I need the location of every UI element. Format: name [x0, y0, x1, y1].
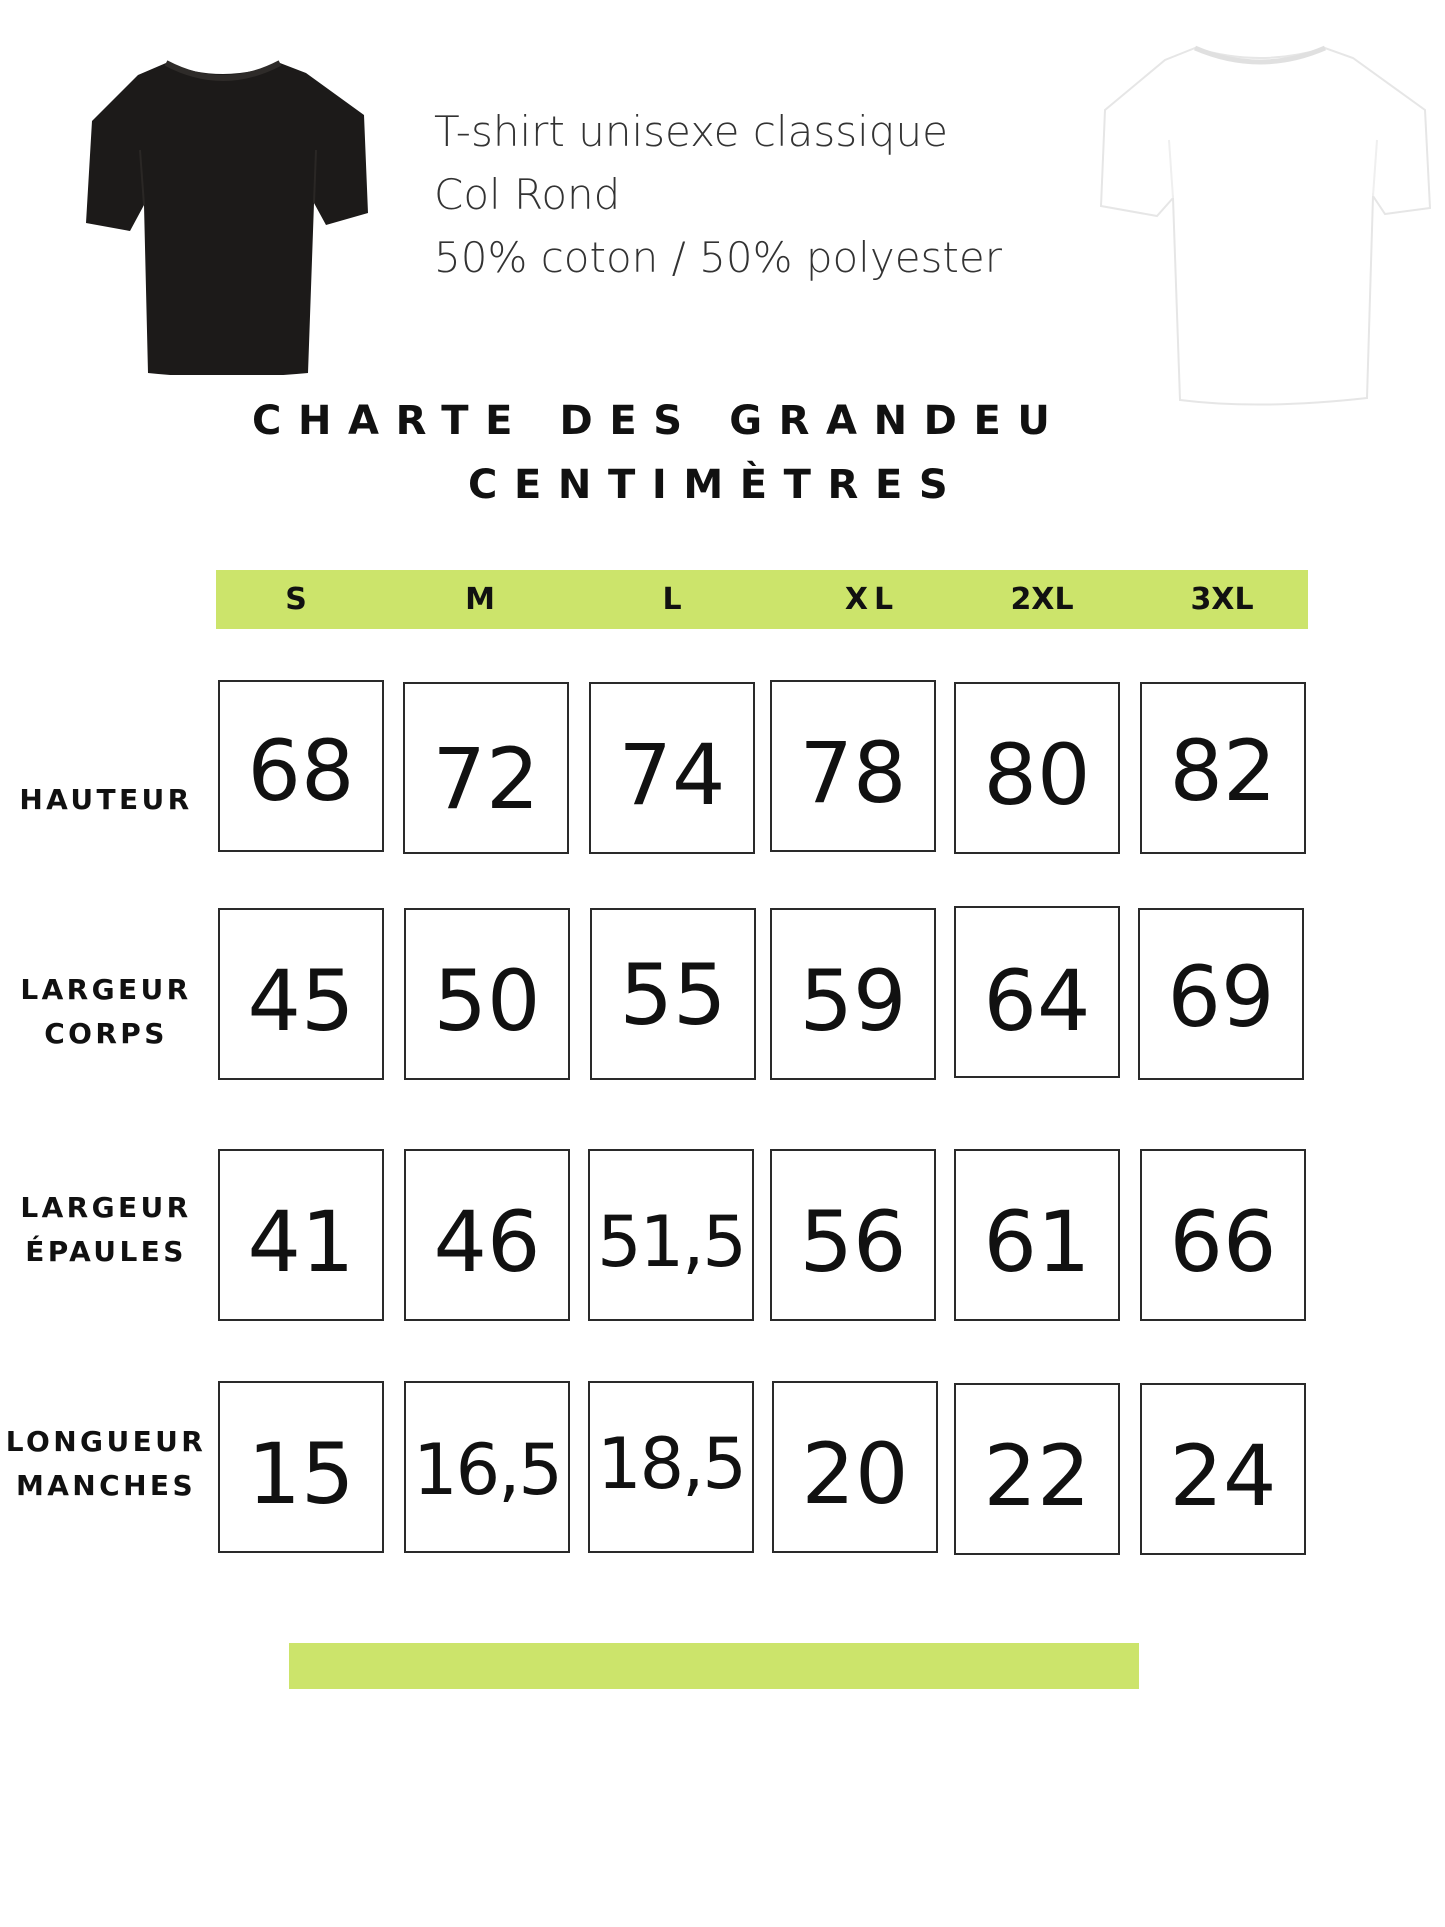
product-name: T-shirt unisexe classique	[434, 107, 948, 156]
value-cell	[588, 1381, 754, 1553]
value-text: 46	[433, 1193, 541, 1291]
value-cell	[770, 680, 936, 852]
product-collar: Col Rond	[434, 170, 621, 219]
bottom-accent-band	[289, 1643, 1139, 1689]
value-text: 22	[983, 1427, 1091, 1525]
product-material: 50% coton / 50% polyester	[434, 233, 1003, 282]
white-tshirt-icon	[1085, 40, 1435, 415]
value-text: 20	[801, 1425, 909, 1523]
value-cell	[770, 1149, 936, 1321]
size-header-xl: XL	[844, 582, 900, 617]
value-cell	[770, 908, 936, 1080]
value-cell	[218, 1381, 384, 1553]
value-cell	[588, 1149, 754, 1321]
value-text: 66	[1169, 1193, 1277, 1291]
value-cell	[954, 1383, 1120, 1555]
value-cell	[954, 682, 1120, 854]
value-text: 61	[983, 1193, 1091, 1291]
value-cell	[954, 906, 1120, 1078]
product-description	[434, 100, 1002, 289]
size-header-l: L	[662, 582, 682, 617]
row-label-line: HAUTEUR	[19, 783, 193, 816]
row-label-line: CORPS	[44, 1017, 168, 1050]
value-cell	[218, 908, 384, 1080]
value-text: 41	[247, 1193, 355, 1291]
value-cell	[1138, 908, 1304, 1080]
value-text: 74	[618, 726, 726, 824]
value-cell	[404, 1149, 570, 1321]
row-label-line: ÉPAULES	[25, 1235, 187, 1268]
value-text: 45	[247, 952, 355, 1050]
row-label-hauteur	[0, 778, 212, 822]
value-text: 18,5	[597, 1423, 745, 1505]
value-cell	[403, 682, 569, 854]
white-tshirt-image	[1085, 40, 1435, 415]
row-label-longueur-manches	[0, 1420, 212, 1508]
row-label-line: LARGEUR	[20, 973, 192, 1006]
row-label-line: LONGUEUR	[5, 1425, 207, 1458]
value-text: 55	[619, 946, 727, 1044]
value-cell	[218, 680, 384, 852]
value-text: 68	[247, 722, 355, 820]
value-text: 78	[799, 724, 907, 822]
black-tshirt-image	[78, 55, 368, 375]
value-cell	[218, 1149, 384, 1321]
value-cell	[1140, 1149, 1306, 1321]
black-tshirt-icon	[78, 55, 368, 375]
value-text: 72	[432, 730, 540, 828]
value-text: 64	[983, 952, 1091, 1050]
value-cell	[404, 908, 570, 1080]
row-label-line: MANCHES	[15, 1469, 197, 1502]
value-cell	[1140, 1383, 1306, 1555]
size-header-s: S	[285, 582, 307, 617]
value-text: 51,5	[597, 1201, 745, 1283]
value-text: 82	[1169, 722, 1277, 820]
value-text: 15	[247, 1425, 355, 1523]
value-cell	[1140, 682, 1306, 854]
value-text: 50	[433, 952, 541, 1050]
chart-title-line-2: CENTIMÈTRES	[468, 462, 965, 508]
size-header-band	[216, 570, 1308, 629]
row-label-largeur-corps	[0, 968, 212, 1056]
row-label-line: LARGEUR	[20, 1191, 192, 1224]
size-header-3xl: 3XL	[1190, 582, 1254, 617]
value-text: 24	[1169, 1427, 1277, 1525]
value-cell	[404, 1381, 570, 1553]
value-cell	[589, 682, 755, 854]
value-cell	[590, 908, 756, 1080]
value-cell	[772, 1381, 938, 1553]
value-text: 59	[799, 952, 907, 1050]
value-text: 69	[1167, 948, 1275, 1046]
size-header-2xl: 2XL	[1010, 582, 1074, 617]
size-header-m: M	[465, 582, 495, 617]
value-cell	[954, 1149, 1120, 1321]
value-text: 16,5	[413, 1429, 561, 1511]
chart-title-line-1: CHARTE DES GRANDEU	[252, 398, 1067, 444]
value-text: 80	[983, 726, 1091, 824]
value-text: 56	[799, 1193, 907, 1291]
row-label-largeur-epaules	[0, 1186, 212, 1274]
